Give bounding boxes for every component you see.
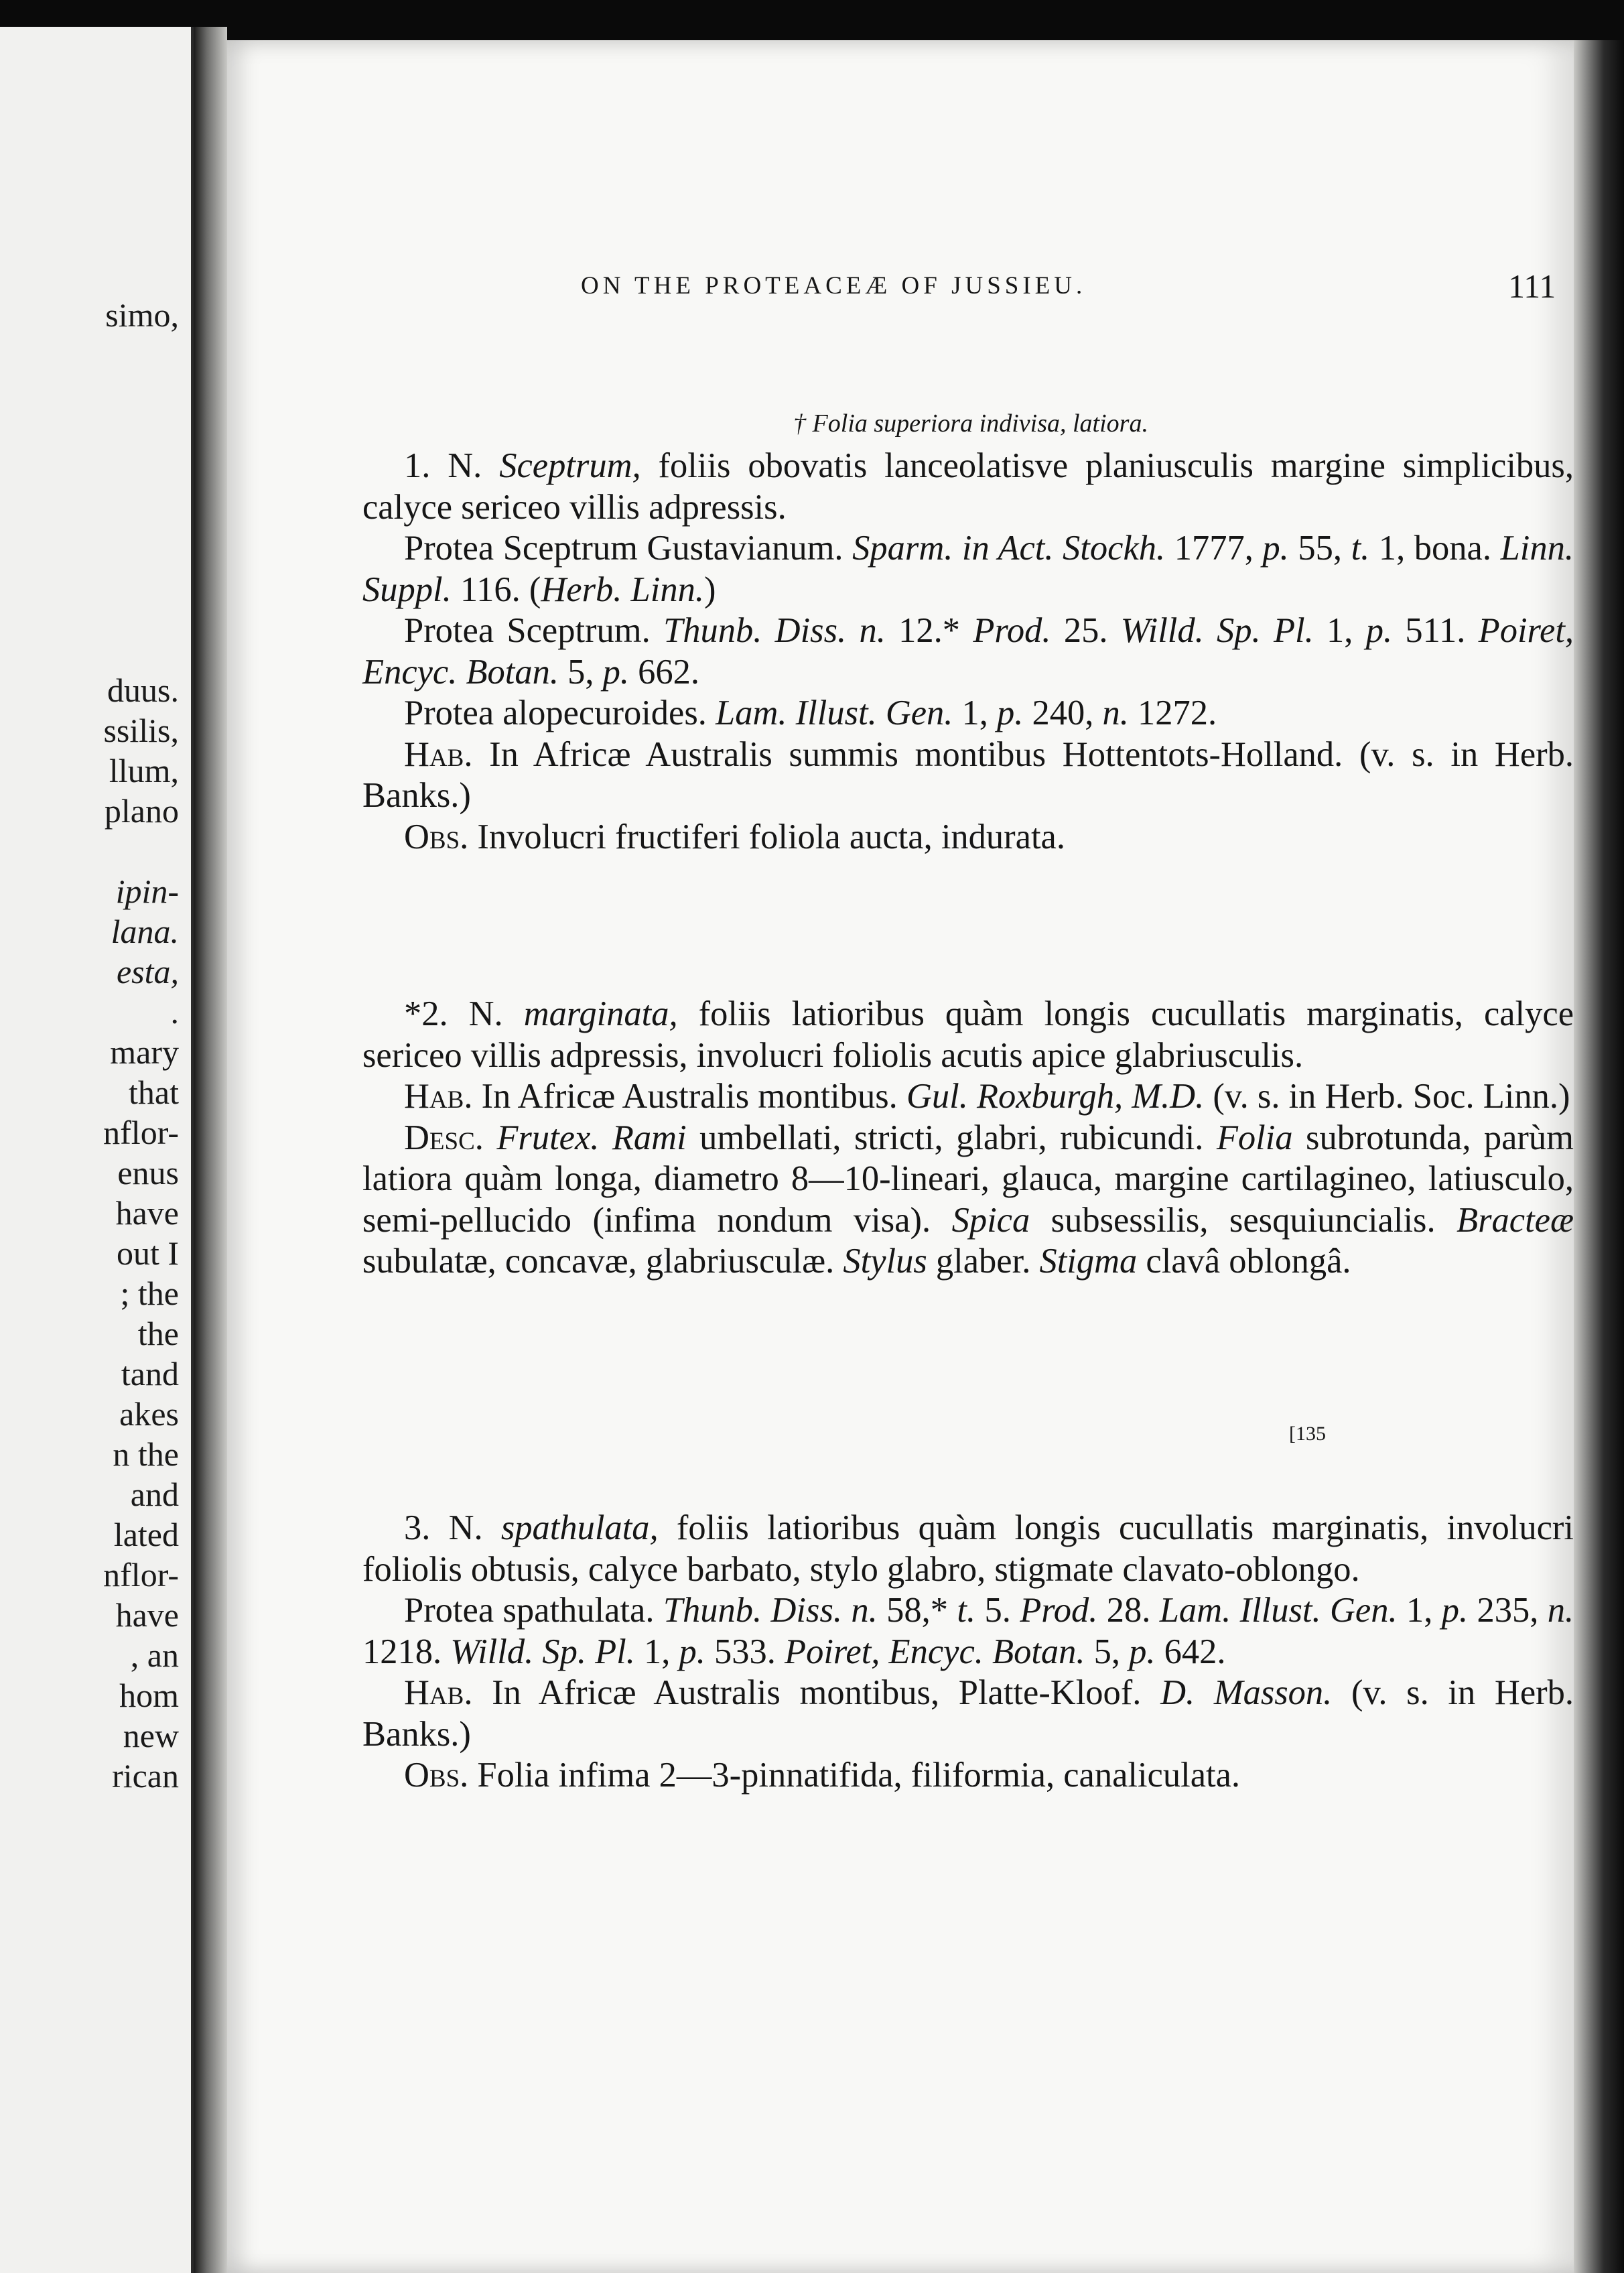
previous-page-line: ipin- [115,872,179,910]
text-run: clavâ oblongâ. [1137,1242,1351,1281]
section-label: Obs. [404,817,469,856]
italic-text: Sparm. in Act. Stockh. [852,529,1166,568]
italic-text: Folia [1216,1118,1293,1157]
text-run: umbellati, stricti, glabri, rubicundi. [686,1118,1217,1157]
book-page [227,40,1574,2273]
italic-text: Willd. Sp. Pl. [1120,611,1314,650]
text-run: 235, [1468,1591,1548,1630]
italic-text: p. [679,1632,705,1671]
text-run: 1, bona. [1369,529,1501,568]
previous-page-line: , an [130,1636,179,1674]
previous-page-line: the [137,1315,179,1352]
previous-page-line: mary [110,1033,179,1071]
italic-text: Bracteæ [1457,1200,1574,1240]
italic-text: Spica [951,1200,1030,1240]
previous-page-line: llum, [109,752,179,789]
italic-text: p. [1262,529,1289,568]
text-run: Folia infima 2—3-pinnatifida, filiformia, canaliculata. [468,1756,1241,1795]
text-run: Protea Sceptrum Gustavianum. [404,529,853,568]
section-heading: † Folia superiora indivisa, latiora. [793,409,1148,438]
previous-page-line: nflor- [103,1556,179,1594]
italic-text: n. [1102,694,1129,732]
text-run: 25. [1051,611,1121,650]
previous-page-line: ssilis, [103,712,179,749]
italic-text: Gul. Roxburgh, M.D. [906,1077,1205,1116]
text-run: (v. s. in Herb. Banks.) [362,1673,1574,1754]
previous-page-line: akes [119,1395,179,1433]
previous-page-line: plano [104,792,179,830]
previous-page-line: lated [113,1516,179,1553]
italic-text: Frutex. [496,1118,600,1157]
italic-text: Willd. Sp. Pl. [450,1632,635,1671]
entry-paragraph [362,693,1574,734]
text-run: foliis latioribus quàm longis cucullatis marginatis, calyce sericeo villis adpressis, involucri foliolis acutis apice glabriusculis. [362,994,1574,1075]
text-run: foliis latioribus quàm longis cucullatis marginatis, involucri foliolis obtusis, calyce barbato, stylo glabro, stigmate clavato-oblongo. [362,1508,1574,1589]
previous-page-line: hom [119,1677,179,1714]
italic-text: Lam. Illust. Gen. [716,694,953,732]
previous-page-line: and [130,1476,179,1513]
italic-text: Sceptrum, [499,446,641,485]
previous-page-line: ; the [120,1275,179,1312]
entry-paragraph [362,446,1574,528]
italic-text: p. [997,694,1024,732]
previous-page-line: esta, [116,953,179,990]
species-entry [362,994,1574,1283]
text-run: In Africæ Australis summis montibus Hottentots-Holland. (v. s. in Herb. Banks.) [362,734,1574,815]
entry-paragraph [362,1590,1574,1673]
italic-text: Thunb. Diss. n. [663,611,886,650]
section-label: Hab. [404,734,473,774]
previous-page-line: tand [121,1355,179,1392]
text-run: 1, [1313,611,1366,650]
italic-text: Rami [612,1118,687,1157]
previous-page-line: n the [113,1435,179,1473]
entry-paragraph [362,994,1574,1076]
entry-paragraph [362,734,1574,817]
previous-page-line: lana. [111,913,179,950]
italic-text: marginata, [523,994,678,1033]
italic-text: Linn. Suppl. [362,529,1574,609]
text-run: 116. ( [451,570,541,609]
italic-text: Prod. [973,611,1051,650]
page-right-edge [1574,40,1624,2273]
text-run: subulatæ, concavæ, glabriusculæ. [362,1242,843,1281]
margin-page-note: [135 [1289,1423,1326,1445]
italic-text: Thunb. Diss. n. [663,1591,878,1630]
text-run: In Africæ Australis montibus. [472,1077,906,1116]
text-run: 511. [1392,611,1479,650]
book-gutter [194,27,227,2273]
entry-paragraph [362,817,1574,858]
entry-paragraph [362,1118,1574,1283]
previous-page-edge [0,27,194,2273]
text-run: 5. [975,1591,1020,1630]
text-run: foliis obovatis lanceolatisve planiusculis margine simplicibus, calyce sericeo villis adpressis. [362,446,1574,527]
previous-page-line: duus. [107,671,179,709]
text-run [599,1118,612,1157]
text-run: 1218. [362,1632,451,1671]
text-run [484,1118,496,1157]
text-run: 55, [1288,529,1351,568]
previous-page-line: out I [116,1234,179,1272]
italic-text: p. [1129,1632,1156,1671]
text-run: 5, [559,652,603,692]
italic-text: Herb. Linn. [541,570,704,609]
text-run: 1. N. [404,446,500,485]
italic-text: p. [1365,611,1393,650]
text-run: Involucri fructiferi foliola aucta, indurata. [468,817,1065,856]
species-entry [362,1508,1574,1797]
italic-text: Lam. Illust. Gen. [1159,1591,1398,1630]
text-run: 12.* [885,611,973,650]
text-run: 28. [1097,1591,1160,1630]
previous-page-line: . [170,993,179,1031]
previous-page-line: enus [117,1154,179,1191]
text-run: *2. N. [404,994,524,1033]
italic-text: Poiret, Encyc. Botan. [785,1632,1085,1671]
section-label: Desc. [404,1118,484,1157]
page-number: 111 [1508,267,1556,305]
entry-paragraph [362,1508,1574,1590]
entry-paragraph [362,610,1574,693]
previous-page-line: nflor- [103,1114,179,1151]
entry-paragraph [362,528,1574,610]
text-run: 533. [705,1632,785,1671]
previous-page-line: simo, [105,296,179,334]
text-run: 240, [1023,694,1103,732]
italic-text: t. [957,1591,976,1630]
running-title: ON THE PROTEACEÆ OF JUSSIEU. [581,272,1087,300]
text-run: 1777, [1165,529,1263,568]
italic-text: D. Masson. [1160,1673,1333,1712]
italic-text: p. [1441,1591,1469,1630]
previous-page-line: have [115,1194,179,1232]
previous-page-line: that [129,1074,179,1111]
text-run: 1, [634,1632,679,1671]
previous-page-line: new [123,1717,179,1754]
text-run: 1272. [1128,694,1217,732]
section-label: Hab. [404,1077,473,1116]
text-run: Protea Sceptrum. [404,611,664,650]
italic-text: t. [1351,529,1370,568]
text-run: 58,* [877,1591,957,1630]
text-run: 1, [1397,1591,1442,1630]
text-run: 662. [629,652,700,692]
italic-text: p. [602,652,630,692]
entry-paragraph [362,1755,1574,1797]
text-run: (v. s. in Herb. Soc. Linn.) [1204,1077,1570,1116]
entry-paragraph [362,1673,1574,1755]
text-run: In Africæ Australis montibus, Platte-Kloof. [472,1673,1161,1712]
section-label: Hab. [404,1673,473,1712]
text-run: ) [703,570,716,609]
species-entry [362,446,1574,858]
italic-text: Stylus [843,1242,927,1281]
italic-text: Stigma [1039,1242,1138,1281]
italic-text: n. [1547,1591,1574,1630]
entry-paragraph [362,1076,1574,1118]
text-run: 3. N. [404,1508,501,1547]
previous-page-line: have [115,1596,179,1634]
text-run: 1, [953,694,998,732]
text-run: subrotunda, parùm latiora quàm longa, diametro 8—10-lineari, glauca, margine cartilagineo, latiusculo, semi-pellucido (infima nondum visa). [362,1118,1574,1240]
italic-text: Poiret, Encyc. Botan. [362,611,1574,692]
text-run: 5, [1085,1632,1130,1671]
section-label: Obs. [404,1756,469,1795]
italic-text: spathulata, [500,1508,659,1547]
text-run: subsessilis, sesquiuncialis. [1030,1200,1457,1240]
text-run: Protea alopecuroides. [404,694,716,732]
previous-page-line: rican [112,1757,179,1795]
text-run: 642. [1155,1632,1226,1671]
italic-text: Prod. [1020,1591,1098,1630]
text-run: glaber. [927,1242,1040,1281]
text-run: Protea spathulata. [404,1591,663,1630]
